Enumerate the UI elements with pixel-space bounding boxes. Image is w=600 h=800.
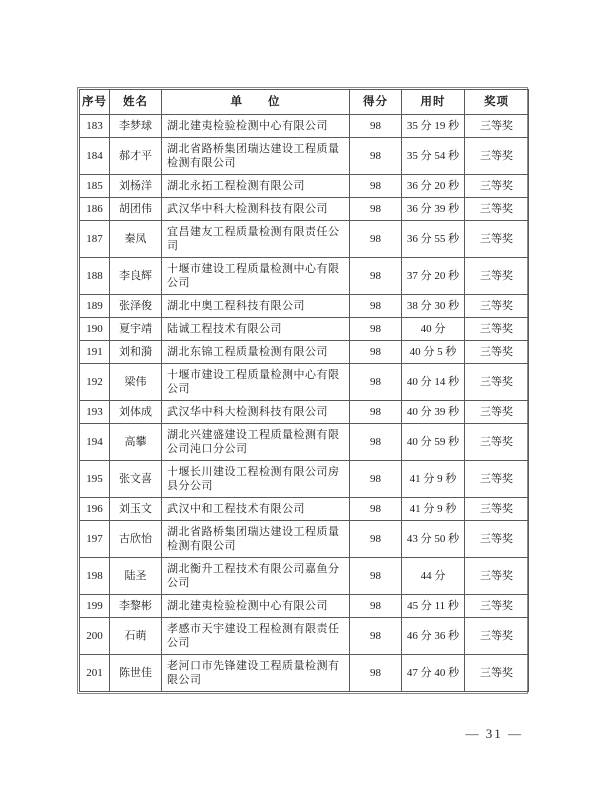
name-cell: 李良辉 — [110, 258, 162, 295]
score-cell: 98 — [350, 175, 402, 198]
name-cell: 陈世佳 — [110, 655, 162, 692]
time-cell: 46 分 36 秒 — [402, 618, 465, 655]
time-cell: 43 分 50 秒 — [402, 521, 465, 558]
company-cell: 湖北省路桥集团瑞达建设工程质量检测有限公司 — [162, 521, 350, 558]
column-header-score: 得分 — [350, 90, 402, 115]
name-cell: 高攀 — [110, 424, 162, 461]
score-cell: 98 — [350, 364, 402, 401]
company-cell: 武汉华中科大检测科技有限公司 — [162, 198, 350, 221]
row-number-cell: 187 — [80, 221, 110, 258]
company-cell: 孝感市天宇建设工程检测有限责任公司 — [162, 618, 350, 655]
company-cell: 宜昌建友工程质量检测有限责任公司 — [162, 221, 350, 258]
table-row — [80, 498, 529, 521]
row-number-cell: 194 — [80, 424, 110, 461]
table-row — [80, 595, 529, 618]
company-cell: 陆诚工程技术有限公司 — [162, 318, 350, 341]
award-cell: 三等奖 — [465, 138, 529, 175]
table-row — [80, 295, 529, 318]
results-table-frame — [77, 87, 528, 694]
award-cell: 三等奖 — [465, 341, 529, 364]
row-number-cell: 200 — [80, 618, 110, 655]
score-cell: 98 — [350, 424, 402, 461]
row-number-cell: 198 — [80, 558, 110, 595]
company-cell: 老河口市先锋建设工程质量检测有限公司 — [162, 655, 350, 692]
time-cell: 40 分 5 秒 — [402, 341, 465, 364]
score-cell: 98 — [350, 521, 402, 558]
time-cell: 44 分 — [402, 558, 465, 595]
time-cell: 40 分 39 秒 — [402, 401, 465, 424]
name-cell: 刘和漪 — [110, 341, 162, 364]
table-row — [80, 521, 529, 558]
row-number-cell: 196 — [80, 498, 110, 521]
time-cell: 36 分 55 秒 — [402, 221, 465, 258]
row-number-cell: 190 — [80, 318, 110, 341]
award-cell: 三等奖 — [465, 498, 529, 521]
table-row — [80, 341, 529, 364]
name-cell: 石萌 — [110, 618, 162, 655]
table-row — [80, 258, 529, 295]
table-row — [80, 364, 529, 401]
score-cell: 98 — [350, 295, 402, 318]
name-cell: 胡团伟 — [110, 198, 162, 221]
award-cell: 三等奖 — [465, 258, 529, 295]
award-cell: 三等奖 — [465, 558, 529, 595]
table-row — [80, 461, 529, 498]
row-number-cell: 189 — [80, 295, 110, 318]
name-cell: 郝才平 — [110, 138, 162, 175]
name-cell: 古欣怡 — [110, 521, 162, 558]
name-cell: 刘玉文 — [110, 498, 162, 521]
time-cell: 37 分 20 秒 — [402, 258, 465, 295]
company-cell: 湖北建夷检验检测中心有限公司 — [162, 595, 350, 618]
company-cell: 武汉华中科大检测科技有限公司 — [162, 401, 350, 424]
time-cell: 36 分 20 秒 — [402, 175, 465, 198]
score-cell: 98 — [350, 401, 402, 424]
score-cell: 98 — [350, 115, 402, 138]
table-row — [80, 138, 529, 175]
row-number-cell: 193 — [80, 401, 110, 424]
company-cell: 湖北中奥工程科技有限公司 — [162, 295, 350, 318]
award-cell: 三等奖 — [465, 521, 529, 558]
score-cell: 98 — [350, 318, 402, 341]
company-cell: 武汉中和工程技术有限公司 — [162, 498, 350, 521]
award-cell: 三等奖 — [465, 318, 529, 341]
column-header-award: 奖项 — [465, 90, 529, 115]
results-table — [79, 89, 529, 692]
company-cell: 十堰市建设工程质量检测中心有限公司 — [162, 258, 350, 295]
company-cell: 湖北省路桥集团瑞达建设工程质量检测有限公司 — [162, 138, 350, 175]
award-cell: 三等奖 — [465, 175, 529, 198]
table-row — [80, 198, 529, 221]
score-cell: 98 — [350, 498, 402, 521]
award-cell: 三等奖 — [465, 655, 529, 692]
award-cell: 三等奖 — [465, 461, 529, 498]
row-number-cell: 195 — [80, 461, 110, 498]
time-cell: 36 分 39 秒 — [402, 198, 465, 221]
page-number: — 31 — — [465, 726, 523, 741]
award-cell: 三等奖 — [465, 198, 529, 221]
score-cell: 98 — [350, 618, 402, 655]
row-number-cell: 184 — [80, 138, 110, 175]
time-cell: 40 分 — [402, 318, 465, 341]
table-row — [80, 655, 529, 692]
time-cell: 47 分 40 秒 — [402, 655, 465, 692]
company-cell: 十堰市建设工程质量检测中心有限公司 — [162, 364, 350, 401]
table-row — [80, 318, 529, 341]
row-number-cell: 186 — [80, 198, 110, 221]
name-cell: 李梦球 — [110, 115, 162, 138]
company-cell: 十堰长川建设工程检测有限公司房县分公司 — [162, 461, 350, 498]
time-cell: 41 分 9 秒 — [402, 461, 465, 498]
table-row — [80, 221, 529, 258]
column-header-name: 姓名 — [110, 90, 162, 115]
name-cell: 张泽俊 — [110, 295, 162, 318]
row-number-cell: 197 — [80, 521, 110, 558]
row-number-cell: 185 — [80, 175, 110, 198]
table-row — [80, 401, 529, 424]
name-cell: 陆圣 — [110, 558, 162, 595]
time-cell: 40 分 14 秒 — [402, 364, 465, 401]
row-number-cell: 183 — [80, 115, 110, 138]
table-header-row — [80, 90, 529, 115]
time-cell: 38 分 30 秒 — [402, 295, 465, 318]
name-cell: 李黎彬 — [110, 595, 162, 618]
table-row — [80, 175, 529, 198]
name-cell: 秦凤 — [110, 221, 162, 258]
award-cell: 三等奖 — [465, 364, 529, 401]
award-cell: 三等奖 — [465, 424, 529, 461]
row-number-cell: 199 — [80, 595, 110, 618]
column-header-time: 用时 — [402, 90, 465, 115]
time-cell: 40 分 59 秒 — [402, 424, 465, 461]
company-cell: 湖北兴建盛建设工程质量检测有限公司沌口分公司 — [162, 424, 350, 461]
time-cell: 45 分 11 秒 — [402, 595, 465, 618]
name-cell: 夏宇靖 — [110, 318, 162, 341]
award-cell: 三等奖 — [465, 401, 529, 424]
score-cell: 98 — [350, 198, 402, 221]
award-cell: 三等奖 — [465, 295, 529, 318]
name-cell: 梁伟 — [110, 364, 162, 401]
score-cell: 98 — [350, 595, 402, 618]
company-cell: 湖北永拓工程检测有限公司 — [162, 175, 350, 198]
score-cell: 98 — [350, 258, 402, 295]
row-number-cell: 191 — [80, 341, 110, 364]
time-cell: 41 分 9 秒 — [402, 498, 465, 521]
column-header-unit: 单 位 — [162, 90, 350, 115]
award-cell: 三等奖 — [465, 595, 529, 618]
name-cell: 张文喜 — [110, 461, 162, 498]
score-cell: 98 — [350, 138, 402, 175]
score-cell: 98 — [350, 655, 402, 692]
company-cell: 湖北衡升工程技术有限公司嘉鱼分公司 — [162, 558, 350, 595]
score-cell: 98 — [350, 558, 402, 595]
table-row — [80, 115, 529, 138]
score-cell: 98 — [350, 461, 402, 498]
time-cell: 35 分 54 秒 — [402, 138, 465, 175]
company-cell: 湖北建夷检验检测中心有限公司 — [162, 115, 350, 138]
row-number-cell: 201 — [80, 655, 110, 692]
table-body — [80, 115, 529, 692]
award-cell: 三等奖 — [465, 221, 529, 258]
table-row — [80, 424, 529, 461]
table-row — [80, 618, 529, 655]
column-header-no: 序号 — [80, 90, 110, 115]
company-cell: 湖北东锦工程质量检测有限公司 — [162, 341, 350, 364]
award-cell: 三等奖 — [465, 115, 529, 138]
name-cell: 刘杨洋 — [110, 175, 162, 198]
row-number-cell: 188 — [80, 258, 110, 295]
row-number-cell: 192 — [80, 364, 110, 401]
name-cell: 刘体成 — [110, 401, 162, 424]
score-cell: 98 — [350, 221, 402, 258]
time-cell: 35 分 19 秒 — [402, 115, 465, 138]
table-row — [80, 558, 529, 595]
award-cell: 三等奖 — [465, 618, 529, 655]
score-cell: 98 — [350, 341, 402, 364]
